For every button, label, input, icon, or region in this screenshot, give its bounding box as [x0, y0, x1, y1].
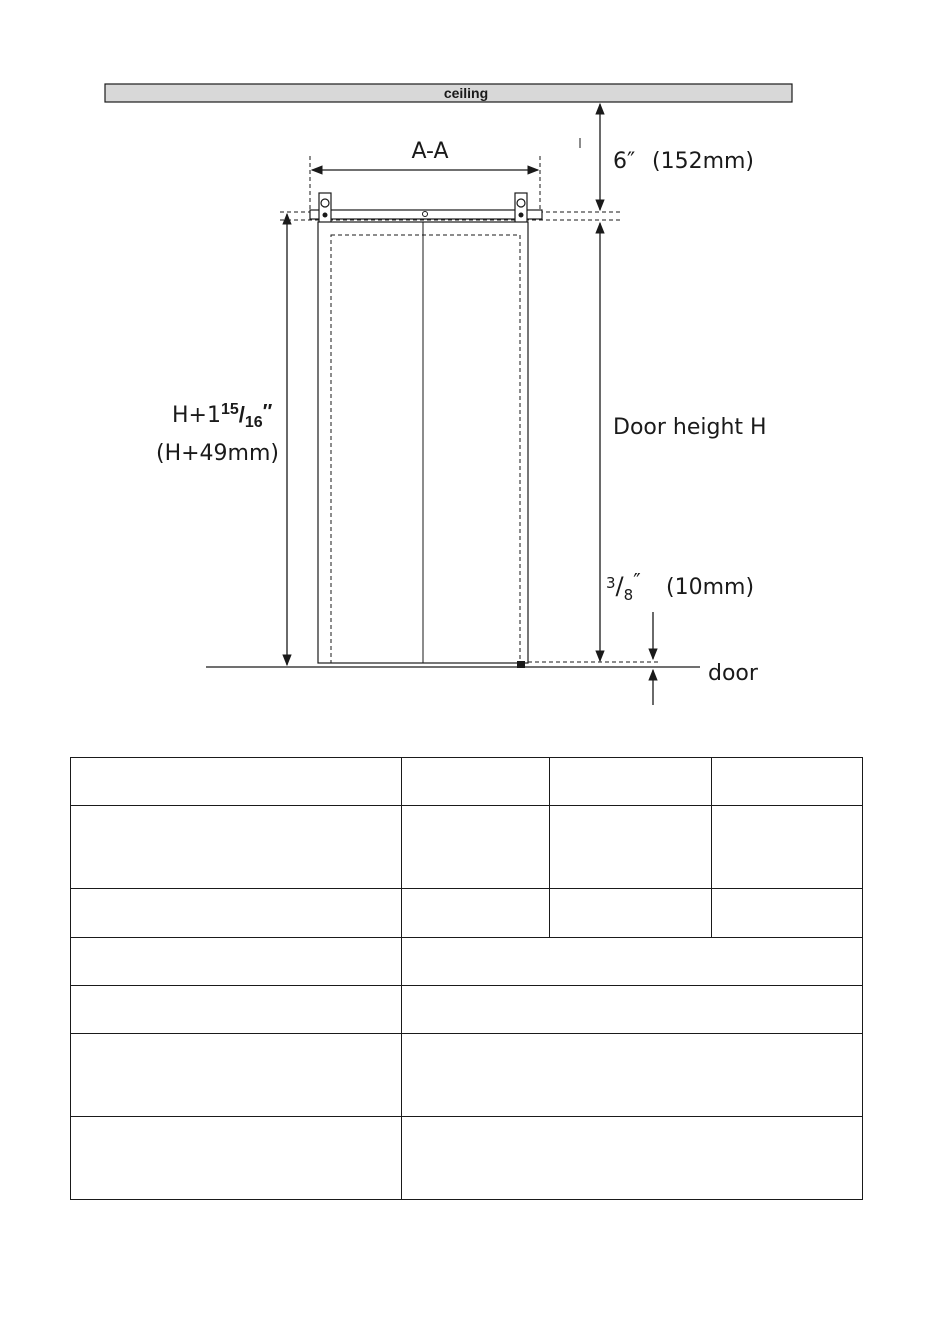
table-cell: [71, 986, 402, 1034]
total-height-frac-den: 16: [244, 414, 263, 431]
track-center-bolt: [423, 212, 428, 217]
floor-gap-metric: (10mm): [666, 575, 755, 600]
table-cell: [712, 758, 863, 806]
table-cell: [712, 889, 863, 938]
total-height-inch-mark: ″: [262, 401, 273, 423]
hanger-right: [515, 193, 527, 223]
table-row: [71, 938, 863, 986]
table-cell: [402, 806, 550, 889]
table-cell: [550, 889, 712, 938]
total-height-frac-num: 15: [220, 401, 239, 418]
table-row: [71, 889, 863, 938]
total-height-dimension: [156, 214, 287, 665]
table-cell: [71, 1117, 402, 1200]
door: [318, 222, 528, 668]
floor: [206, 661, 759, 686]
ceiling-clearance-dimension: [580, 104, 754, 210]
floor-gap-label: $^3/_8''$: [606, 569, 641, 604]
floor-gap-frac-den: 8: [623, 586, 634, 604]
table-cell: [402, 986, 863, 1034]
total-height-prefix: H+1: [172, 403, 221, 428]
table-row: [71, 986, 863, 1034]
table-cell: [402, 938, 863, 986]
table-cell: [550, 758, 712, 806]
table-row: [71, 1117, 863, 1200]
table-row: [71, 1034, 863, 1117]
table-cell: [71, 938, 402, 986]
table-row: [71, 806, 863, 889]
spec-table: [70, 757, 863, 1200]
ceiling-clearance-metric: (152mm): [652, 149, 755, 174]
table-cell: [71, 806, 402, 889]
table-cell: [402, 1034, 863, 1117]
table-cell: [712, 806, 863, 889]
table-cell: [550, 806, 712, 889]
total-height-label: $H+1^{15}/_{16}''$: [172, 401, 273, 431]
total-height-metric: (H+49mm): [156, 441, 279, 466]
floor-gap-frac-num: 3: [606, 574, 616, 592]
table-row: [71, 758, 863, 806]
ceiling-clearance-imperial: 6″: [613, 149, 636, 174]
ceiling-label: ceiling: [443, 85, 489, 101]
door-height-label: Door height H: [613, 415, 767, 440]
table-cell: [71, 889, 402, 938]
table-cell: [71, 1034, 402, 1117]
table-cell: [402, 758, 550, 806]
table-cell: [402, 1117, 863, 1200]
table-cell: [402, 889, 550, 938]
floor-gap-inch-mark: ″: [633, 569, 641, 593]
track-width-label: A-A: [411, 139, 449, 164]
floor-label: door: [708, 661, 758, 686]
hanger-left: [319, 193, 331, 223]
track-width-dimension: [310, 139, 540, 212]
track-assembly: [280, 193, 620, 223]
ceiling: [105, 84, 792, 102]
table-cell: [71, 758, 402, 806]
